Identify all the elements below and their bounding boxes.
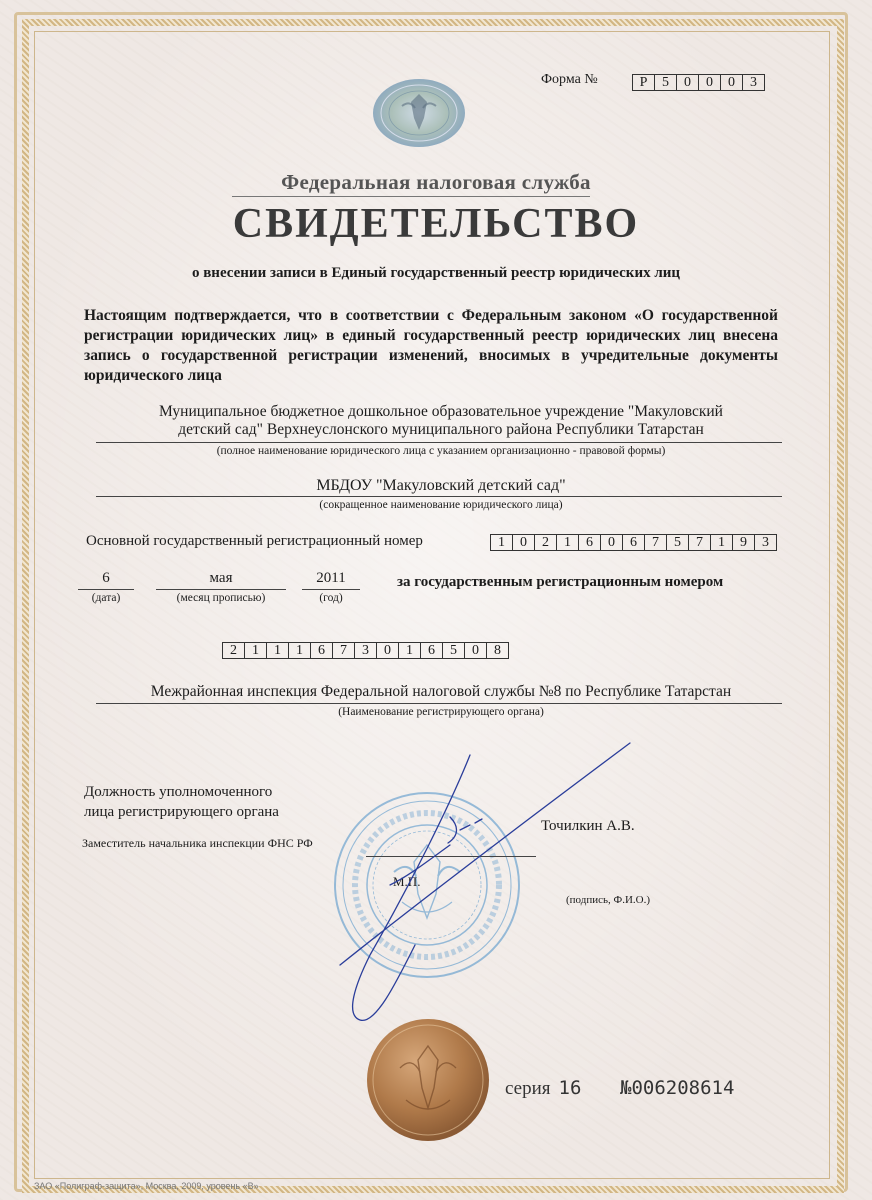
digit-cell: 6 — [420, 642, 443, 659]
gold-security-seal-icon — [366, 1018, 490, 1142]
digit-cell: 1 — [490, 534, 513, 551]
digit-cell: 3 — [354, 642, 377, 659]
service-underline — [232, 196, 590, 197]
digit-cell: 7 — [332, 642, 355, 659]
ogrn-label: Основной государственный регистрационный номер — [86, 533, 423, 549]
digit-cell: 2 — [534, 534, 557, 551]
record-year: 2011 — [316, 570, 346, 586]
signatory-name: Точилкин А.В. — [541, 818, 635, 834]
digit-cell: Р — [632, 74, 655, 91]
digit-cell: 5 — [654, 74, 677, 91]
hologram-emblem-icon — [372, 78, 466, 148]
position-label — [84, 782, 279, 822]
series-label: серия — [505, 1078, 551, 1099]
year-underline — [302, 589, 360, 590]
month-caption: (месяц прописью) — [176, 592, 266, 604]
entity-short-name: МБДОУ "Макуловский детский сад" — [316, 477, 566, 494]
day-underline — [78, 589, 134, 590]
record-month: мая — [209, 570, 233, 586]
entity-full-name-line2: детский сад" Верхнеуслонского муниципального района Республики Татарстан — [178, 421, 704, 438]
signatory-position: Заместитель начальника инспекции ФНС РФ — [82, 836, 313, 850]
digit-cell: 7 — [644, 534, 667, 551]
short-name-caption: (сокращенное наименование юридического лица) — [319, 499, 563, 511]
digit-cell: 6 — [310, 642, 333, 659]
digit-cell: 9 — [732, 534, 755, 551]
digit-cell: 1 — [710, 534, 733, 551]
grn-label: за государственным регистрационным номером — [397, 574, 724, 590]
entity-full-name-line1: Муниципальное бюджетное дошкольное образовательное учреждение "Макуловский — [159, 403, 723, 420]
stamp-place-label: М.П. — [393, 874, 421, 889]
signature-caption: (подпись, Ф.И.О.) — [566, 894, 650, 906]
full-name-caption: (полное наименование юридического лица с указанием организационно - правовой формы) — [216, 445, 666, 457]
digit-cell: 6 — [578, 534, 601, 551]
digit-cell: 2 — [222, 642, 245, 659]
series-block — [505, 1077, 581, 1100]
digit-cell: 1 — [244, 642, 267, 659]
digit-cell: 6 — [622, 534, 645, 551]
grn-cells — [223, 642, 509, 659]
position-label-line2: лица регистрирующего органа — [84, 804, 279, 820]
digit-cell: 5 — [666, 534, 689, 551]
digit-cell: 1 — [288, 642, 311, 659]
series-value: 16 — [558, 1077, 582, 1099]
registering-authority: Межрайонная инспекция Федеральной налоговой службы №8 по Республике Татарстан — [150, 683, 732, 700]
digit-cell: 5 — [442, 642, 465, 659]
digit-cell: 0 — [376, 642, 399, 659]
digit-cell: 0 — [676, 74, 699, 91]
digit-cell: 8 — [486, 642, 509, 659]
digit-cell: 7 — [688, 534, 711, 551]
form-number-cells — [633, 74, 765, 91]
printer-imprint: ЗАО «Полиграф-защита», Москва, 2009, уровень «В» — [34, 1181, 259, 1191]
short-name-underline — [96, 496, 782, 497]
digit-cell: 0 — [600, 534, 623, 551]
digit-cell: 0 — [512, 534, 535, 551]
issuing-service: Федеральная налоговая служба — [281, 170, 591, 194]
digit-cell: 1 — [398, 642, 421, 659]
document-subtitle: о внесении записи в Единый государственный реестр юридических лиц — [191, 265, 681, 281]
digit-cell: 0 — [720, 74, 743, 91]
form-number-label: Форма № — [541, 72, 598, 87]
authority-underline — [96, 703, 782, 704]
ogrn-cells — [491, 534, 777, 551]
digit-cell: 1 — [266, 642, 289, 659]
entity-full-name — [96, 403, 786, 439]
month-underline — [156, 589, 286, 590]
position-label-line1: Должность уполномоченного — [84, 784, 273, 800]
digit-cell: 0 — [464, 642, 487, 659]
authority-caption: (Наименование регистрирующего органа) — [338, 706, 544, 718]
record-day: 6 — [102, 570, 110, 586]
full-name-underline — [96, 442, 782, 443]
year-caption: (год) — [319, 592, 343, 604]
digit-cell: 0 — [698, 74, 721, 91]
handwritten-signature-icon — [300, 735, 640, 1025]
statement-paragraph: Настоящим подтверждается, что в соответствии с Федеральным законом «О государственной регистрации юридических лиц» в единый государственный реестр юридических лиц внесена запись о государственной регистрации изменений, вносимых в учредительные документы юридического лица — [84, 307, 778, 384]
day-caption: (дата) — [91, 592, 121, 604]
digit-cell: 3 — [754, 534, 777, 551]
digit-cell: 3 — [742, 74, 765, 91]
digit-cell: 1 — [556, 534, 579, 551]
serial-number: №006208614 — [620, 1077, 735, 1099]
document-title: СВИДЕТЕЛЬСТВО — [232, 201, 640, 247]
